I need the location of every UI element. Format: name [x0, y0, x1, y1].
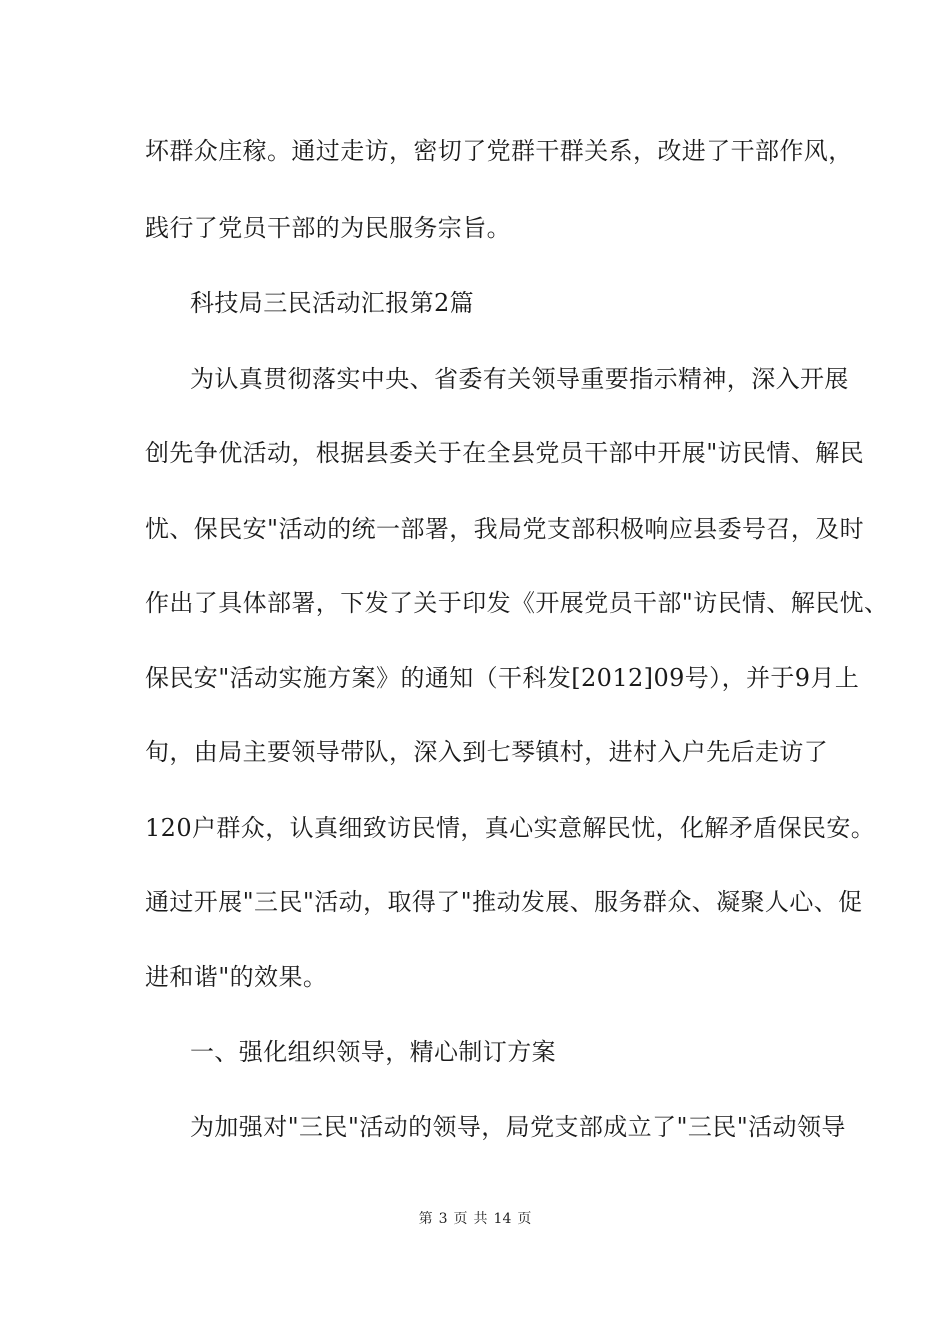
body-line: 进和谐"的效果。 [145, 963, 328, 991]
body-line: 旬，由局主要领导带队，深入到七琴镇村，进村入户先后走访了 [145, 738, 829, 766]
page-footer [0, 1210, 950, 1228]
body-line: 创先争优活动，根据县委关于在全县党员干部中开展"访民情、解民 [145, 439, 865, 467]
footer-suffix: 页 [517, 1211, 532, 1227]
footer-page-label: 页 [453, 1211, 468, 1227]
body-line: 忧、保民安"活动的统一部署，我局党支部积极响应县委号召，及时 [145, 515, 865, 543]
body-line: 通过开展"三民"活动，取得了"推动发展、服务群众、凝聚人心、促 [145, 888, 863, 916]
subsection-heading: 一、强化组织领导，精心制订方案 [190, 1038, 556, 1066]
footer-current-page: 3 [438, 1211, 448, 1227]
body-line: 坏群众庄稼。通过走访，密切了党群干群关系，改进了干部作风， [145, 137, 853, 165]
body-line: 作出了具体部署，下发了关于印发《开展党员干部"访民情、解民忧、 [145, 589, 889, 617]
body-line: 为加强对"三民"活动的领导，局党支部成立了"三民"活动领导 [190, 1113, 846, 1141]
footer-prefix: 第 [418, 1211, 433, 1227]
footer-total-prefix: 共 [473, 1211, 488, 1227]
section-heading: 科技局三民活动汇报第2篇 [190, 289, 475, 317]
footer-total-pages: 14 [493, 1211, 512, 1227]
body-line: 120户群众，认真细致访民情，真心实意解民忧，化解矛盾保民安。 [145, 814, 876, 842]
body-line: 践行了党员干部的为民服务宗旨。 [145, 214, 511, 242]
body-line: 为认真贯彻落实中央、省委有关领导重要指示精神，深入开展 [190, 365, 849, 393]
body-line: 保民安"活动实施方案》的通知（干科发[2012]09号），并于9月上 [145, 664, 860, 692]
